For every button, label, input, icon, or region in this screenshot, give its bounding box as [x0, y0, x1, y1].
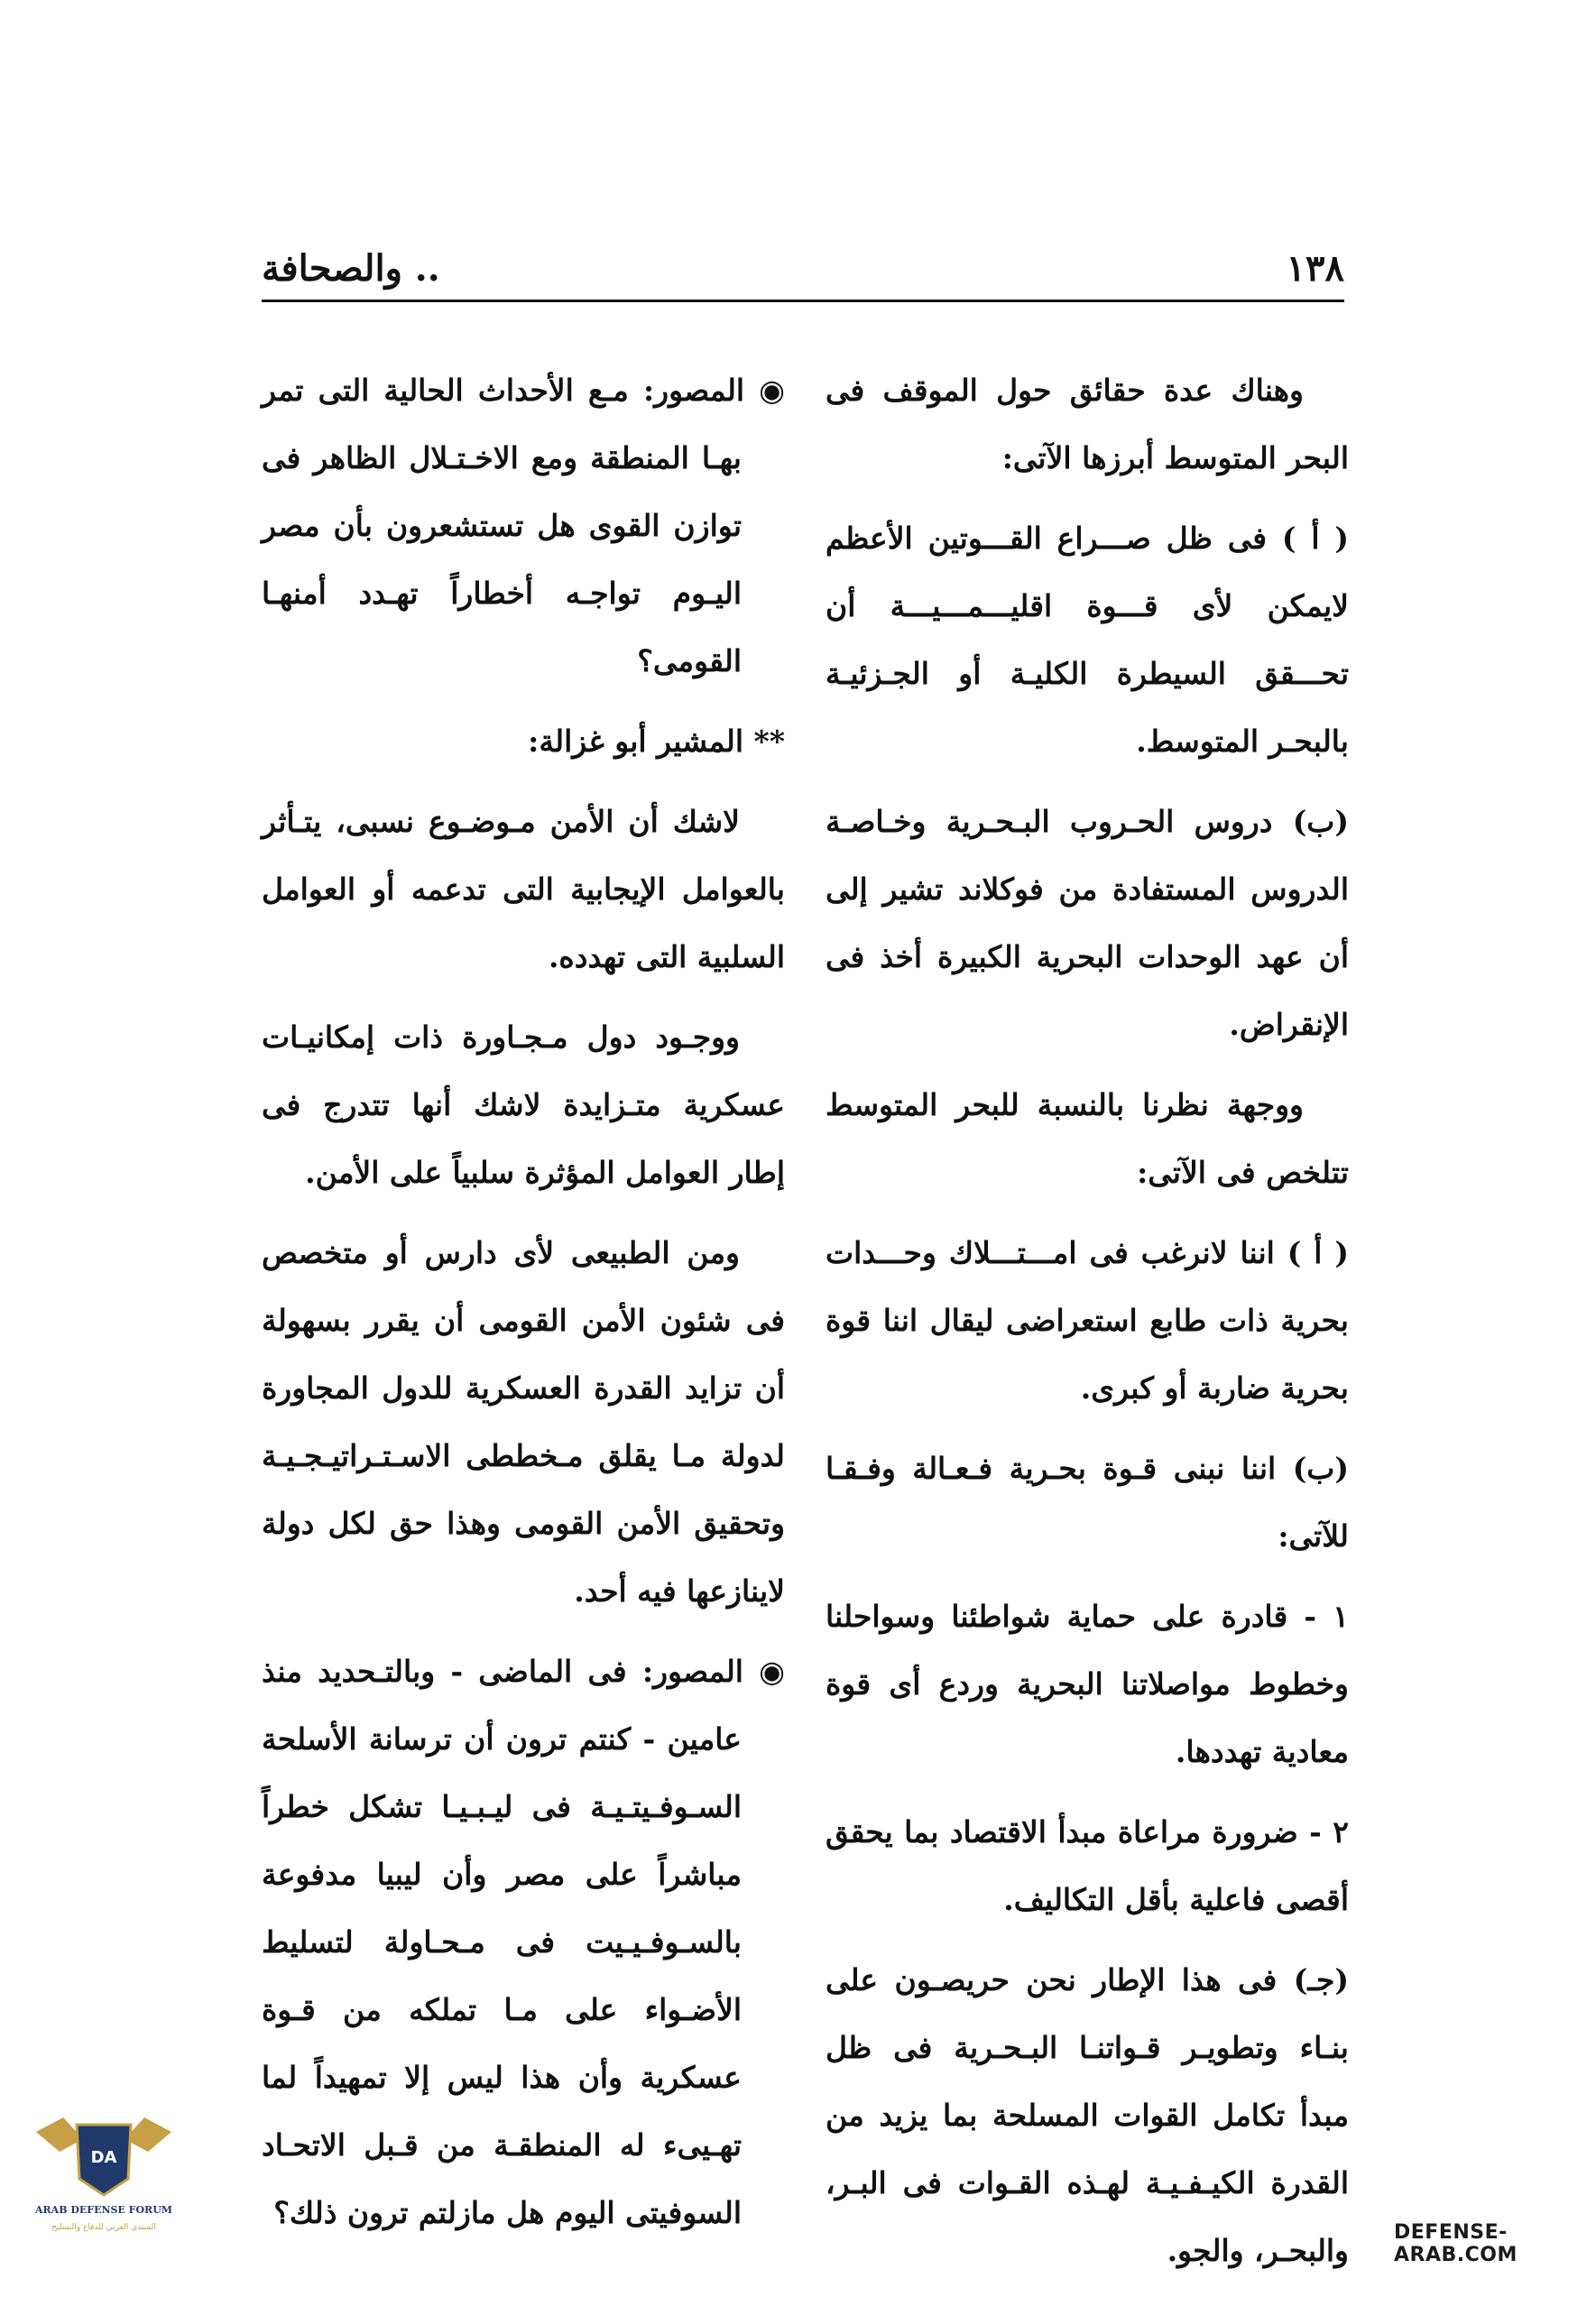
header-rule	[262, 300, 1344, 302]
paragraph: ٢ - ضرورة مراعاة مبدأ الاقتصاد بما يحقق أقصى فاعلية بأقل التكاليف.	[826, 1814, 1349, 1917]
page-header	[262, 244, 1344, 303]
site-watermark: DEFENSE-ARAB.COM	[1394, 2221, 1518, 2266]
paragraph: (ب) اننا نبنى قـوة بحـرية فـعـالة وفـقـا للآتى:	[826, 1451, 1349, 1554]
running-title: .. والصحافة	[262, 247, 440, 290]
paragraph: ووجـود دول مـجـاورة ذات إمكانيـات عسكرية متـزايدة لاشك أنها تتدرج فى إطار العوامل المؤثرة سلبياً على الأمن.	[262, 1019, 785, 1190]
paragraph: (ب) دروس الحـروب البـحـرية وخـاصـة الدروس المستفادة من فوكلاند تشير إلى أن عهد الوحدات البحرية الكبيرة أخذ فى الإنقراض.	[826, 804, 1349, 1042]
right-column	[826, 356, 1349, 2297]
left-column	[262, 356, 785, 2259]
speaker-name: ** المشير أبو غزالة:	[528, 724, 785, 759]
paragraph: ١ - قادرة على حماية شواطئنا وسواحلنا وخطوط مواصلاتنا البحرية وردع أى قوة معادية تهددها.	[826, 1599, 1349, 1769]
paragraph: وهناك عدة حقائق حول الموقف فى البحر المتوسط أبرزها الآتى:	[826, 373, 1349, 475]
page-number: ١٣٨	[1286, 247, 1344, 290]
paragraph: لاشك أن الأمن مـوضـوع نسبى، يتـأثر بالعوامل الإيجابية التى تدعمه أو العوامل السلبية التى تهدده.	[262, 804, 785, 974]
paragraph: (جـ) فى هذا الإطار نحن حريصـون على بنـاء وتطويـر قـواتنـا البـحـرية فى ظل مبدأ تكامل القوات المسلحة بما يزيد من القدرة الكيـفـيـة لهـذه القـوات فى البـر، والبحـر، والجو.	[826, 1962, 1349, 2268]
paragraph: ومن الطبيعى لأى دارس أو متخصص فى شئون الأمن القومى أن يقرر بسهولة أن تزايد القدرة العسكرية للدول المجاورة لدولة مـا يقلق مـخططى الاسـتـراتيـجـيـة وتحقيق الأمن القومى وهذا حق لكل دولة لاينازعها فيه أحد.	[262, 1235, 785, 1609]
logo-text-en: ARAB DEFENSE FORUM	[35, 2204, 172, 2216]
logo-initials: DA	[90, 2148, 117, 2167]
forum-logo	[27, 2107, 180, 2242]
paragraph: ( أ ) اننا لانرغب فى امـــتـــلاك وحـــدات بحرية ذات طابع استعراضى ليقال اننا قوة بحرية ضاربة أو كبرى.	[826, 1235, 1349, 1406]
interview-question: ◉ المصور: مـع الأحداث الحالية التى تمر بهـا المنطقة ومع الاخـتـلال الظاهر فى توازن القوى هل تستشعرون بأن مصر اليـوم تواجـه أخطاراً تهـدد أمنهـا القومى؟	[262, 373, 785, 678]
paragraph: ( أ ) فى ظل صـــراع القـــوتين الأعظم لايمكن لأى قـــوة اقليـــمـــيـــة أن تحـــقق السيطرة الكليـة أو الجـزئيـة بالبحـر المتوسط.	[826, 521, 1349, 759]
interview-question: ◉ المصور: فى الماضى - وبالتـحديد منذ عامين - كنتم ترون أن ترسانة الأسلحة السـوفـيتـيـة فى ليـبـيـا تشكل خطراً مباشراً على مصر وأن ليبيا مدفوعة بالسـوفـيـيت فى مـحـاولة لتسليط الأضـواء على مـا تملكه من قـوة عسكرية وأن هذا ليس إلا تمهيداً لما تهـيىء له المنطقـة من قـبل الاتحـاد السوفيتى اليوم هل مازلتم ترون ذلك؟	[262, 1654, 785, 2230]
paragraph: ووجهة نظرنا بالنسبة للبحر المتوسط تتلخص فى الآتى:	[826, 1087, 1349, 1190]
logo-text-ar: المنتدى العربي للدفاع والتسليح	[51, 2223, 156, 2232]
